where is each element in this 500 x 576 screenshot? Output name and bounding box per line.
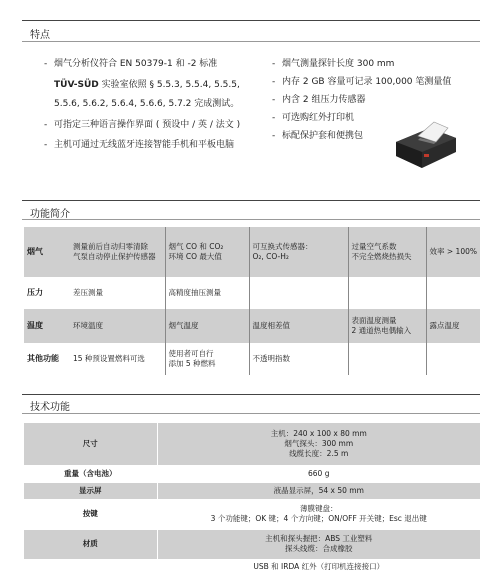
table-row [24,482,480,499]
feature-item: - 内含 2 组压力传感器 [272,95,366,105]
table-cell: 15 种预设置燃料可选 [70,343,165,375]
spec-key: 尺寸 [24,423,157,465]
functions-rule [22,200,480,201]
table-cell: 环境温度 [70,309,165,343]
table-cell [426,343,480,375]
functions-title: 功能简介 [30,209,70,220]
table-cell [426,277,480,309]
table-row [24,423,480,465]
feature-item: - 可指定三种语言操作界面 ( 预设中 / 英 / 法文 ) [44,120,241,130]
features-divider [22,41,480,42]
spec-key: 显示屏 [24,482,157,499]
table-cell: 测量前后自动归零清除 气泵自动停止保护传感器 [70,227,165,277]
table-cell: 使用者可自行 添加 5 种燃料 [165,343,249,375]
function-table [24,227,480,375]
table-row [24,277,480,309]
row-header: 压力 [24,277,70,309]
feature-item: TÜV-SÜD 实验室依照 § 5.5.3, 5.5.4, 5.5.5, [54,80,240,90]
spec-key: 按键 [24,499,157,529]
feature-item: - 烟气分析仪符合 EN 50379-1 和 -2 标准 [44,59,218,69]
functions-divider [22,219,480,220]
spec-value: USB 和 IRDA 红外（打印机连接接口） [157,559,480,575]
row-header: 烟气 [24,227,70,277]
printer-image [390,116,460,172]
table-cell: 可互换式传感器： O₂, CO-H₂ [249,227,348,277]
table-row [24,309,480,343]
spec-key [24,559,157,575]
feature-item: - 烟气测量探针长度 300 mm [272,59,395,69]
table-cell: 烟气 CO 和 CO₂ 环境 CO 最大值 [165,227,249,277]
tech-divider [22,413,480,414]
table-cell [348,277,426,309]
row-header: 温度 [24,309,70,343]
table-cell: 高精度抽压测量 [165,277,249,309]
table-cell: 烟气温度 [165,309,249,343]
table-row [24,529,480,559]
table-row [24,343,480,375]
table-cell: 不透明指数 [249,343,348,375]
tech-title: 技术功能 [30,402,70,413]
feature-item: - 可选购红外打印机 [272,113,355,123]
table-cell: 露点温度 [426,309,480,343]
table-row [24,227,480,277]
table-row [24,465,480,482]
spec-value: 主机和探头握把：ABS 工业塑料 探头线缆：合成橡胶 [157,529,480,559]
table-cell: 差压测量 [70,277,165,309]
feature-item: - 内存 2 GB 容量可记录 100,000 笔测量值 [272,77,452,87]
table-cell: 过量空气系数 不完全燃烧热损失 [348,227,426,277]
table-cell: 效率 > 100% [426,227,480,277]
spec-value: 660 g [157,465,480,482]
tech-table [24,423,480,576]
feature-item: - 标配保护套和便携包 [272,131,364,141]
row-header: 其他功能 [24,343,70,375]
table-cell: 温度相差值 [249,309,348,343]
spec-key: 材质 [24,529,157,559]
spec-value: 液晶显示屏，54 x 50 mm [157,482,480,499]
spec-value: 主机：240 x 100 x 80 mm 烟气探头：300 mm 线缆长度：2.5 m [157,423,480,465]
table-cell: 表面温度测量 2 通道热电偶输入 [348,309,426,343]
spec-value: 薄膜键盘： 3 个功能键；OK 键；4 个方向键；ON/OFF 开关键；Esc 退出键 [157,499,480,529]
table-cell [348,343,426,375]
tech-rule [22,394,480,395]
spec-key: 重量（含电池） [24,465,157,482]
table-cell [249,277,348,309]
table-row [24,499,480,529]
feature-item: - 主机可通过无线蓝牙连接智能手机和平板电脑 [44,140,235,150]
top-rule [22,20,480,21]
feature-item: 5.5.6, 5.6.2, 5.6.4, 5.6.6, 5.7.2 完成测试。 [54,99,240,109]
features-title: 特点 [30,30,50,41]
table-row [24,559,480,575]
